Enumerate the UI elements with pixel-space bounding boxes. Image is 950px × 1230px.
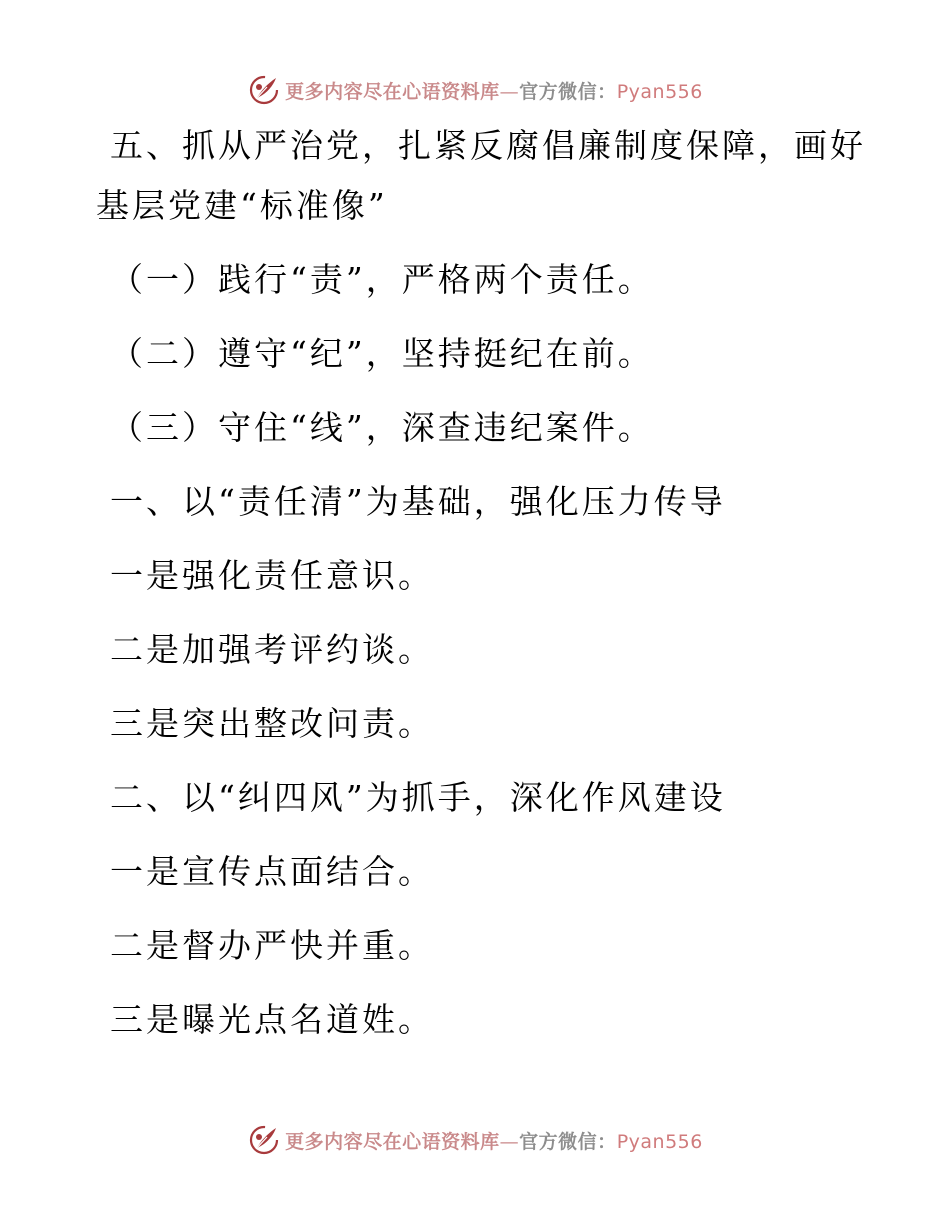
sub-item-3: （三）守住“线”，深查违纪案件。 [110, 408, 654, 447]
watermark-wechat-id: Pyan556 [616, 1130, 703, 1153]
part2-point-2: 二是督办严快并重。 [110, 926, 434, 965]
part2-heading: 二、以“纠四风”为抓手，深化作风建设 [110, 778, 726, 817]
watermark-dash: — [499, 80, 520, 103]
watermark-text [285, 1127, 703, 1154]
part2-point-1: 一是宣传点面结合。 [110, 852, 434, 891]
watermark-official-label: 官方微信： [519, 1130, 617, 1153]
part1-point-2: 二是加强考评约谈。 [110, 630, 434, 669]
watermark-dash: — [499, 1130, 520, 1153]
part1-point-3: 三是突出整改问责。 [110, 704, 434, 743]
sub-item-1: （一）践行“责”，严格两个责任。 [110, 260, 654, 299]
watermark-wechat-id: Pyan556 [616, 80, 703, 103]
sub-item-2: （二）遵守“纪”，坚持挺纪在前。 [110, 334, 654, 373]
part1-point-1: 一是强化责任意识。 [110, 556, 434, 595]
feather-quill-logo-icon [247, 1123, 281, 1157]
watermark-main-text: 更多内容尽在心语资料库 [285, 80, 500, 103]
part2-point-3: 三是曝光点名道姓。 [110, 1000, 434, 1039]
section-heading-line-2: 基层党建“标准像” [96, 186, 388, 225]
watermark-main-text: 更多内容尽在心语资料库 [285, 1130, 500, 1153]
section-heading-line-1: 五、抓从严治党，扎紧反腐倡廉制度保障，画好 [110, 126, 866, 165]
footer-watermark-banner [0, 1122, 950, 1158]
watermark-official-label: 官方微信： [519, 80, 617, 103]
part1-heading: 一、以“责任清”为基础，强化压力传导 [110, 482, 726, 521]
